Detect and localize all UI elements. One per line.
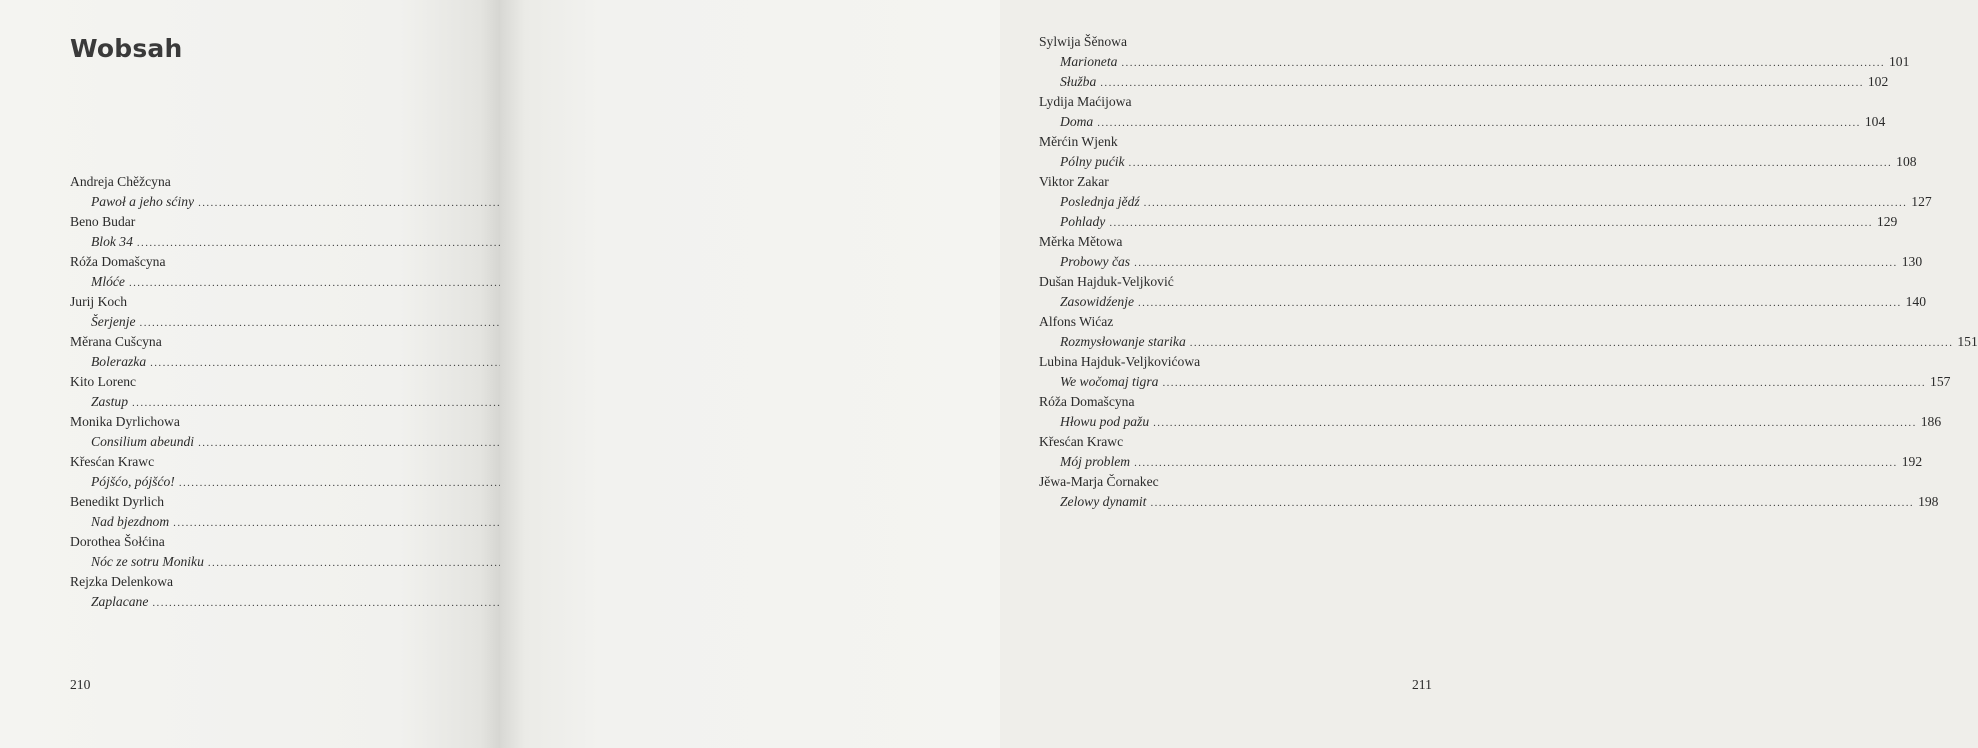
- toc-page-number: 140: [1905, 294, 1927, 309]
- toc-entry: [70, 592, 463, 612]
- toc-author: Křesćan Krawc: [1039, 434, 1124, 449]
- toc-work-title: Nad bjezdnom: [91, 514, 170, 529]
- toc-author: Lubina Hajduk-Veljkovićowa: [1039, 354, 1201, 369]
- toc-work-title: Blok 34: [91, 234, 133, 249]
- toc-work-title: Pohlady: [1060, 214, 1106, 229]
- toc-work-title: Zastup: [91, 394, 129, 409]
- toc-leader-dots: [1150, 493, 1914, 513]
- toc-list-left: [70, 172, 463, 612]
- toc-list-right: [1039, 32, 1978, 512]
- toc-work-title: Hłowu pod pažu: [1060, 414, 1150, 429]
- toc-page-number: 151: [1957, 334, 1978, 349]
- toc-work-title: Doma: [1060, 114, 1094, 129]
- toc-entry: [1039, 112, 1886, 132]
- toc-work-title: Zasowidźenje: [1060, 294, 1135, 309]
- toc-entry: [70, 472, 463, 492]
- toc-leader-dots: [1121, 53, 1885, 73]
- toc-work-title: Bolerazka: [91, 354, 147, 369]
- toc-entry: [1039, 212, 1898, 232]
- toc-work-title: Nóc ze sotru Moniku: [91, 554, 204, 569]
- toc-author: Róža Domašcyna: [70, 254, 166, 269]
- toc-entry: [1039, 292, 1927, 312]
- toc-author: Měrćin Wjenk: [1039, 134, 1118, 149]
- toc-work-title: Słužba: [1060, 74, 1097, 89]
- toc-author: Lydija Maćijowa: [1039, 94, 1132, 109]
- toc-entry: [70, 352, 463, 372]
- toc-entry: [70, 272, 463, 292]
- toc-leader-dots: [1129, 153, 1893, 173]
- toc-work-title: Pawoł a jeho sćiny: [91, 194, 195, 209]
- toc-author: Jurij Koch: [70, 294, 128, 309]
- toc-entry: [1039, 412, 1942, 432]
- toc-entry: [1039, 52, 1910, 72]
- page-title: Wobsah: [70, 34, 183, 63]
- toc-author: Viktor Zakar: [1039, 174, 1109, 189]
- toc-entry: [1039, 452, 1923, 472]
- toc-page-number: 104: [1864, 114, 1886, 129]
- toc-entry: [70, 392, 463, 412]
- toc-work-title: Marioneta: [1060, 54, 1118, 69]
- toc-entry: [1039, 152, 1917, 172]
- toc-work-title: Poslednja jědź: [1060, 194, 1140, 209]
- toc-leader-dots: [1153, 413, 1917, 433]
- toc-work-title: Mlóće: [91, 274, 125, 289]
- toc-work-title: Pólny pućik: [1060, 154, 1125, 169]
- toc-work-title: Mój problem: [1060, 454, 1131, 469]
- toc-author: Měrka Mětowa: [1039, 234, 1123, 249]
- toc-author: Dorothea Šołćina: [70, 534, 165, 549]
- toc-page-number: 192: [1901, 454, 1923, 469]
- toc-entry: [70, 512, 463, 532]
- toc-page-number: 101: [1889, 54, 1910, 69]
- toc-leader-dots: [1162, 373, 1926, 393]
- toc-author: Křesćan Krawc: [70, 454, 155, 469]
- toc-page-number: 127: [1911, 194, 1932, 209]
- toc-author: Sylwija Šěnowa: [1039, 34, 1127, 49]
- page-number-right: 211: [1412, 677, 1432, 692]
- toc-page-number: 157: [1930, 374, 1951, 389]
- toc-entry: [1039, 332, 1978, 352]
- toc-leader-dots: [1190, 333, 1954, 353]
- toc-leader-dots: [1134, 453, 1898, 473]
- toc-entry: [1039, 492, 1939, 512]
- toc-entry: [70, 232, 463, 252]
- toc-entry: [70, 192, 463, 212]
- toc-author: Beno Budar: [70, 214, 136, 229]
- toc-entry: [1039, 372, 1951, 392]
- toc-work-title: Rozmysłowanje starika: [1060, 334, 1186, 349]
- toc-entry: [70, 312, 463, 332]
- toc-author: Dušan Hajduk-Veljković: [1039, 274, 1174, 289]
- toc-page-number: 108: [1896, 154, 1917, 169]
- toc-entry: [70, 552, 463, 572]
- toc-author: Andreja Chěžcyna: [70, 174, 171, 189]
- toc-page-number: 198: [1918, 494, 1939, 509]
- toc-page-number: 102: [1867, 74, 1889, 89]
- toc-page-number: 130: [1901, 254, 1923, 269]
- toc-work-title: Consilium abeundi: [91, 434, 195, 449]
- toc-work-title: Probowy čas: [1060, 254, 1131, 269]
- toc-author: Benedikt Dyrlich: [70, 494, 165, 509]
- toc-author: Kito Lorenc: [70, 374, 137, 389]
- toc-page-number: 129: [1876, 214, 1898, 229]
- toc-entry: [1039, 192, 1932, 212]
- toc-author: Rejzka Delenkowa: [70, 574, 174, 589]
- toc-author: Alfons Wićaz: [1039, 314, 1114, 329]
- toc-leader-dots: [1100, 73, 1864, 93]
- toc-author: Monika Dyrlichowa: [70, 414, 180, 429]
- page-number-left: 210: [70, 677, 91, 692]
- toc-leader-dots: [1109, 213, 1873, 233]
- toc-leader-dots: [1144, 193, 1908, 213]
- toc-work-title: Zaplacane: [91, 594, 149, 609]
- toc-leader-dots: [1097, 113, 1861, 133]
- toc-entry: [1039, 72, 1889, 92]
- toc-author: Róža Domašcyna: [1039, 394, 1135, 409]
- toc-entry: [1039, 252, 1923, 272]
- toc-entry: [70, 432, 463, 452]
- toc-work-title: Zelowy dynamit: [1060, 494, 1147, 509]
- toc-work-title: Pójšćo, pójšćo!: [91, 474, 175, 489]
- toc-work-title: Šerjenje: [91, 314, 136, 329]
- toc-work-title: We wočomaj tigra: [1060, 374, 1159, 389]
- toc-leader-dots: [1134, 253, 1898, 273]
- left-page: [0, 0, 500, 748]
- toc-leader-dots: [1138, 293, 1902, 313]
- toc-page-number: 186: [1920, 414, 1942, 429]
- right-page: [500, 0, 1978, 748]
- toc-author: Měrana Cušcyna: [70, 334, 162, 349]
- toc-author: Jěwa-Marja Čornakec: [1039, 474, 1159, 489]
